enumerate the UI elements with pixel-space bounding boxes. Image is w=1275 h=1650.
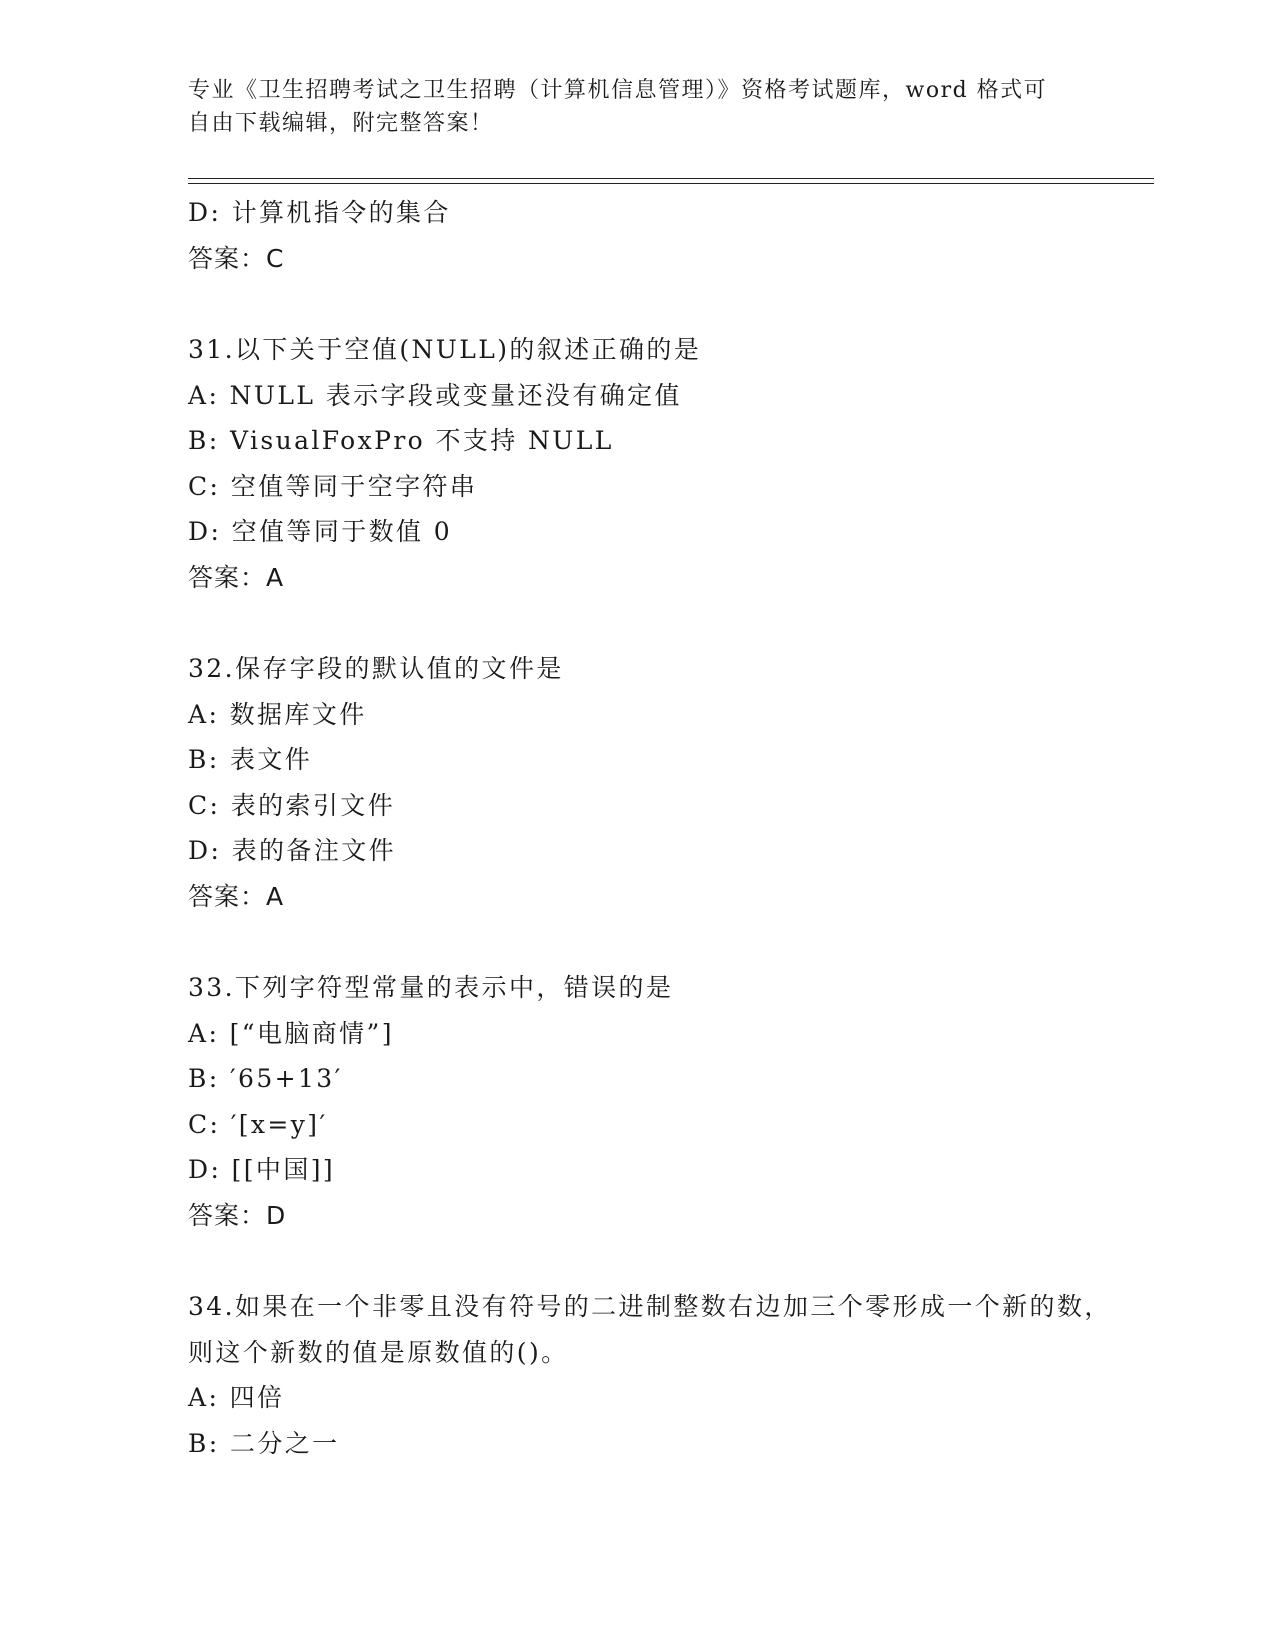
question-stem: 32.保存字段的默认值的文件是 bbox=[188, 654, 564, 683]
question-list bbox=[188, 190, 1128, 1466]
answer: 答案：A bbox=[188, 562, 285, 592]
option-c: C: 表的索引文件 bbox=[188, 790, 396, 820]
header-divider-top bbox=[188, 178, 1154, 179]
option-d: D: 空值等同于数值 0 bbox=[188, 517, 453, 546]
option-a: A: [“电脑商情”] bbox=[188, 1018, 394, 1048]
option-b: B: 表文件 bbox=[188, 745, 313, 774]
option-d: D: 计算机指令的集合 bbox=[188, 198, 451, 227]
question-stem: 33.下列字符型常量的表示中，错误的是 bbox=[188, 973, 674, 1002]
option-b: B: ′65+13′ bbox=[188, 1064, 343, 1093]
spacer bbox=[188, 1238, 1128, 1284]
spacer bbox=[188, 281, 1128, 327]
document-header: 专业《卫生招聘考试之卫生招聘（计算机信息管理）》资格考试题库，word 格式可自由下载编辑，附完整答案！ bbox=[188, 78, 1048, 136]
question-stem: 31.以下关于空值(NULL)的叙述正确的是 bbox=[188, 335, 702, 364]
answer: 答案：D bbox=[188, 1200, 287, 1230]
spacer bbox=[188, 600, 1128, 646]
answer: 答案：A bbox=[188, 881, 285, 911]
option-b: B: VisualFoxPro 不支持 NULL bbox=[188, 426, 614, 455]
question-31 bbox=[188, 327, 1128, 600]
answer: 答案：C bbox=[188, 243, 285, 273]
question-stem: 34.如果在一个非零且没有符号的二进制整数右边加三个零形成一个新的数，则这个新数的值是原数值的()。 bbox=[188, 1292, 1112, 1367]
option-a: A: NULL 表示字段或变量还没有确定值 bbox=[188, 380, 682, 410]
question-32 bbox=[188, 646, 1128, 919]
option-c: C: 空值等同于空字符串 bbox=[188, 471, 478, 501]
option-b: B: 二分之一 bbox=[188, 1428, 340, 1458]
option-c: C: ′[x=y]′ bbox=[188, 1109, 328, 1139]
option-d: D: [[中国]] bbox=[188, 1155, 336, 1184]
question-34 bbox=[188, 1284, 1128, 1466]
option-a: A: 四倍 bbox=[188, 1383, 285, 1412]
spacer bbox=[188, 919, 1128, 965]
option-a: A: 数据库文件 bbox=[188, 699, 367, 729]
option-d: D: 表的备注文件 bbox=[188, 836, 397, 865]
question-33 bbox=[188, 965, 1128, 1238]
header-divider-bottom bbox=[188, 183, 1154, 184]
